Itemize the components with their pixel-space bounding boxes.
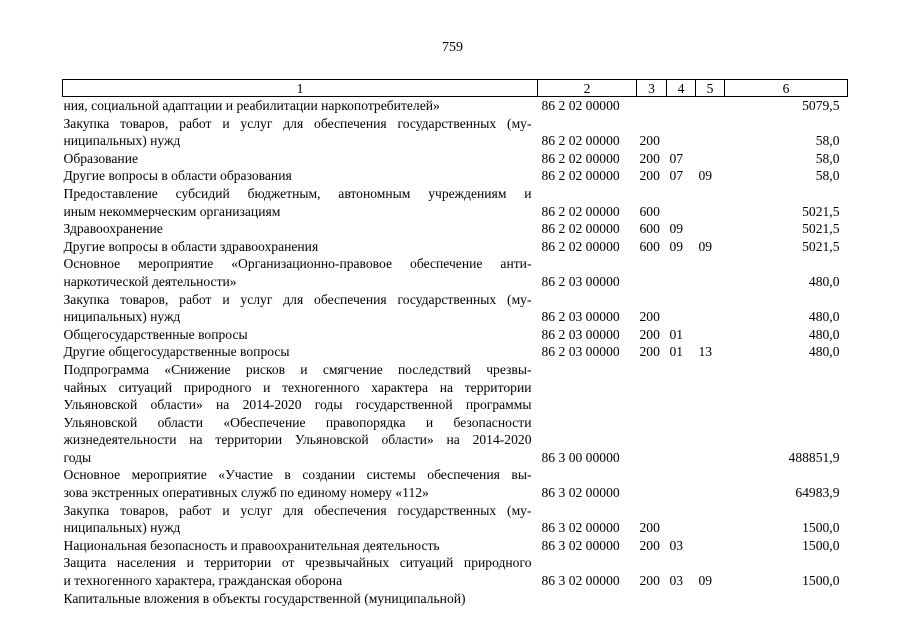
- row-code: 86 3 02 00000: [541, 520, 620, 536]
- row-name-line: Ульяновской области» на 2014-2020 годы государственной программы: [63, 397, 532, 413]
- row-amount: 1500,0: [802, 520, 840, 536]
- table-row: [63, 255, 848, 290]
- row-name-line: наркотической деятельности»: [63, 273, 237, 289]
- row-name-line: Другие общегосударственные вопросы: [63, 344, 290, 360]
- row-expense-type: [637, 466, 667, 501]
- table-body: [63, 97, 848, 608]
- table-row: [63, 537, 848, 555]
- row-expense-type: 200: [639, 309, 660, 325]
- row-subsection: 09: [698, 168, 713, 184]
- row-name-line: годы: [63, 449, 92, 465]
- row-code: 86 2 02 00000: [541, 238, 620, 254]
- header-col-6: 6: [725, 80, 848, 97]
- row-section: [667, 115, 696, 150]
- row-amount: 5021,5: [802, 238, 840, 254]
- row-subsection: 09: [698, 238, 713, 254]
- row-amount: 5079,5: [802, 98, 840, 113]
- row-expense-type: 600: [639, 221, 660, 237]
- table-row: [63, 326, 848, 344]
- row-expense-type: [637, 361, 667, 467]
- row-amount: 5021,5: [802, 203, 840, 219]
- row-name-line: Основное мероприятие «Участие в создании системы обеспечения вы-: [63, 467, 532, 483]
- page-number: 759: [442, 40, 463, 55]
- table-header-row: [63, 80, 848, 97]
- row-subsection: [696, 590, 725, 608]
- row-code: 86 2 02 00000: [541, 150, 620, 166]
- row-section: 03: [669, 573, 684, 589]
- row-subsection: [696, 97, 725, 115]
- row-section: 01: [669, 344, 684, 360]
- row-expense-type: 200: [639, 573, 660, 589]
- row-name-line: Капитальные вложения в объекты государственной (муниципальной): [63, 590, 466, 606]
- row-subsection: [696, 537, 725, 555]
- row-code: 86 3 02 00000: [541, 485, 620, 501]
- row-name-line: ниципальных) нужд: [63, 309, 181, 325]
- row-name-line: Другие вопросы в области здравоохранения: [63, 238, 319, 254]
- table-row: [63, 343, 848, 361]
- row-amount: 480,0: [808, 326, 840, 342]
- table-row: [63, 167, 848, 185]
- row-section: [667, 590, 696, 608]
- row-name-line: Подпрограмма «Снижение рисков и смягчение последствий чрезвы-: [63, 361, 532, 377]
- row-name-line: Основное мероприятие «Организационно-правовое обеспечение анти-: [63, 256, 532, 272]
- row-code: 86 3 02 00000: [541, 573, 620, 589]
- row-amount: 480,0: [808, 344, 840, 360]
- row-subsection: [696, 291, 725, 326]
- row-subsection: [696, 150, 725, 168]
- row-name-line: зова экстренных оперативных служб по единому номеру «112»: [63, 485, 429, 501]
- row-name: [63, 115, 538, 150]
- row-amount: 58,0: [815, 168, 840, 184]
- row-expense-type: [637, 590, 667, 608]
- table-row: [63, 590, 848, 608]
- header-col-1: 1: [63, 80, 538, 97]
- row-name-line: Национальная безопасность и правоохранительная деятельность: [63, 537, 440, 553]
- row-section: [667, 361, 696, 467]
- row-section: 01: [669, 326, 684, 342]
- table-row: [63, 220, 848, 238]
- row-expense-type: 200: [639, 150, 660, 166]
- row-name: [63, 150, 538, 168]
- row-name: [63, 326, 538, 344]
- row-section: 07: [669, 168, 684, 184]
- row-amount: 1500,0: [802, 537, 840, 553]
- row-name: [63, 537, 538, 555]
- table-row: [63, 291, 848, 326]
- row-name: [63, 238, 538, 256]
- row-name-line: ния, социальной адаптации и реабилитации наркопотребителей»: [63, 98, 440, 113]
- row-name-line: ниципальных) нужд: [63, 133, 181, 149]
- row-subsection: [696, 220, 725, 238]
- row-expense-type: 200: [639, 326, 660, 342]
- row-name-line: Здравоохранение: [63, 221, 163, 237]
- row-name: [63, 255, 538, 290]
- row-section: [667, 502, 696, 537]
- table-row: [63, 238, 848, 256]
- table-row: [63, 466, 848, 501]
- row-name: [63, 291, 538, 326]
- row-code: 86 2 02 00000: [541, 203, 620, 219]
- row-name: [63, 185, 538, 220]
- row-name: [63, 554, 538, 589]
- row-name: [63, 361, 538, 467]
- row-name: [63, 343, 538, 361]
- row-expense-type: 600: [639, 203, 660, 219]
- row-name-line: Образование: [63, 150, 139, 166]
- row-section: [667, 255, 696, 290]
- row-name: [63, 167, 538, 185]
- row-name: [63, 220, 538, 238]
- row-amount: 1500,0: [802, 573, 840, 589]
- row-code: 86 2 03 00000: [541, 309, 620, 325]
- row-code: 86 2 02 00000: [541, 221, 620, 237]
- row-section: 03: [669, 537, 684, 553]
- table-row: [63, 554, 848, 589]
- row-name-line: Закупка товаров, работ и услуг для обеспечения государственных (му-: [63, 291, 532, 307]
- row-code: 86 2 03 00000: [541, 326, 620, 342]
- row-amount: 480,0: [808, 273, 840, 289]
- row-expense-type: 200: [639, 344, 660, 360]
- row-name-line: Закупка товаров, работ и услуг для обеспечения государственных (му-: [63, 502, 532, 518]
- budget-table: [62, 79, 848, 607]
- row-name: [63, 466, 538, 501]
- row-subsection: [696, 115, 725, 150]
- header-col-5: 5: [696, 80, 725, 97]
- row-amount: 64983,9: [795, 485, 840, 501]
- row-code: 86 2 02 00000: [541, 133, 620, 149]
- row-name: [63, 97, 538, 115]
- row-name-line: чайных ситуаций природного и техногенного характера на территории: [63, 379, 532, 395]
- header-col-4: 4: [667, 80, 696, 97]
- row-expense-type: 600: [639, 238, 660, 254]
- row-subsection: 13: [698, 344, 713, 360]
- row-name-line: Предоставление субсидий бюджетным, автономным учреждениям и: [63, 185, 532, 201]
- row-section: [667, 97, 696, 115]
- row-subsection: [696, 255, 725, 290]
- table-row: [63, 361, 848, 467]
- row-section: [667, 466, 696, 501]
- row-section: [667, 291, 696, 326]
- row-name-line: ниципальных) нужд: [63, 520, 181, 536]
- row-code: 86 2 02 00000: [541, 98, 620, 113]
- header-col-3: 3: [637, 80, 667, 97]
- row-amount: [725, 590, 848, 608]
- row-expense-type: 200: [639, 133, 660, 149]
- row-name: [63, 590, 538, 608]
- row-amount: 58,0: [815, 150, 840, 166]
- table-row: [63, 185, 848, 220]
- row-code: 86 2 03 00000: [541, 344, 620, 360]
- table-row: [63, 502, 848, 537]
- row-name: [63, 502, 538, 537]
- row-expense-type: 200: [639, 520, 660, 536]
- row-name-line: Закупка товаров, работ и услуг для обеспечения государственных (му-: [63, 115, 532, 131]
- row-name-line: иным некоммерческим организациям: [63, 203, 281, 219]
- row-code: 86 2 02 00000: [541, 168, 620, 184]
- row-subsection: [696, 502, 725, 537]
- row-code: 86 3 00 00000: [541, 449, 620, 465]
- row-code: 86 3 02 00000: [541, 537, 620, 553]
- table-row: [63, 97, 848, 115]
- row-code: [538, 590, 637, 608]
- row-expense-type: [637, 255, 667, 290]
- row-name-line: Защита населения и территории от чрезвычайных ситуаций природного: [63, 555, 532, 571]
- row-section: 07: [669, 150, 684, 166]
- table-row: [63, 150, 848, 168]
- row-name-line: и техногенного характера, гражданская оборона: [63, 573, 343, 589]
- row-expense-type: [637, 97, 667, 115]
- row-section: 09: [669, 221, 684, 237]
- row-amount: 58,0: [815, 133, 840, 149]
- row-subsection: [696, 361, 725, 467]
- row-expense-type: 200: [639, 537, 660, 553]
- row-amount: 480,0: [808, 309, 840, 325]
- header-col-2: 2: [538, 80, 637, 97]
- table-row: [63, 115, 848, 150]
- row-expense-type: 200: [639, 168, 660, 184]
- row-code: 86 2 03 00000: [541, 273, 620, 289]
- row-subsection: [696, 466, 725, 501]
- row-section: 09: [669, 238, 684, 254]
- row-subsection: [696, 185, 725, 220]
- row-name-line: Другие вопросы в области образования: [63, 168, 292, 184]
- row-name-line: Общегосударственные вопросы: [63, 326, 248, 342]
- row-subsection: 09: [698, 573, 713, 589]
- row-name-line: жизнедеятельности на территории Ульяновской области» на 2014-2020: [63, 432, 532, 448]
- row-subsection: [696, 326, 725, 344]
- row-amount: 488851,9: [788, 449, 840, 465]
- row-section: [667, 185, 696, 220]
- row-amount: 5021,5: [802, 221, 840, 237]
- row-name-line: Ульяновской области «Обеспечение правопорядка и безопасности: [63, 414, 532, 430]
